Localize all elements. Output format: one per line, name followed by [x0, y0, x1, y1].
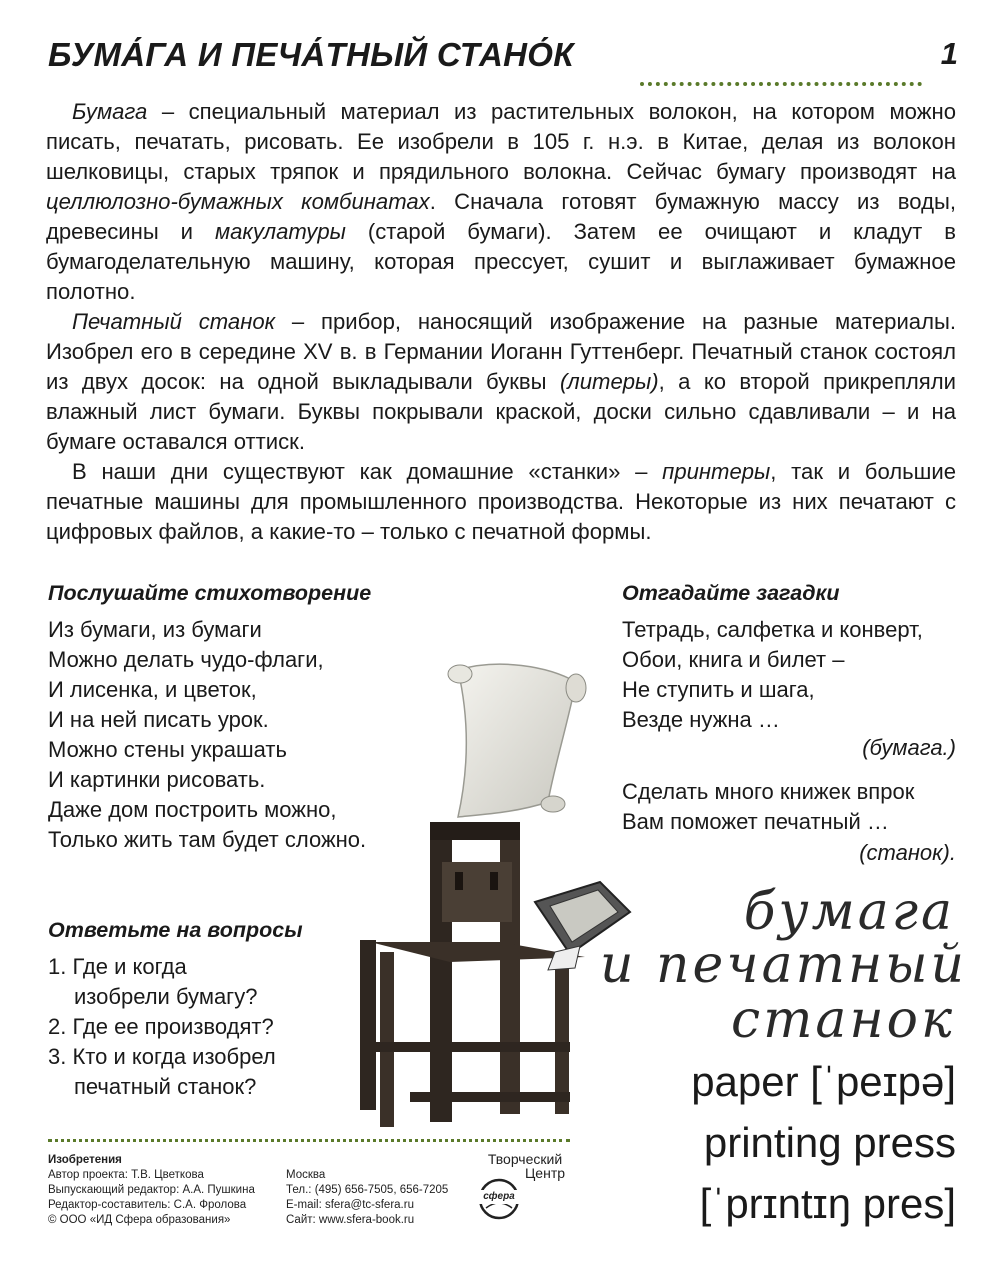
poem-line: Даже дом построить можно,	[48, 797, 337, 822]
printing-press-illustration	[350, 822, 640, 1140]
question-line: 1. Где и когда	[48, 954, 187, 979]
vocab-cursive-press: станок	[730, 990, 955, 1050]
riddle-line: Обои, книга и билет –	[622, 647, 845, 672]
footer-credit: Выпускающий редактор: А.А. Пушкина	[48, 1184, 255, 1196]
riddle-answer-two: (станок).	[859, 840, 956, 865]
footer-dot-leader	[48, 1139, 570, 1142]
poem-lines	[48, 615, 366, 855]
paragraph-modern: В наши дни существуют как домашние «станки» – принтеры, так и большие печатные машины для промышленного производства. Некоторые из них печатают с цифровых файлов, а какие-то – только с печатной формы.	[46, 459, 957, 544]
riddle-line: Сделать много книжек впрок	[622, 779, 915, 804]
publisher-logo-name: сфера	[478, 1190, 520, 1204]
riddle-line: Не ступить и шага,	[622, 677, 815, 702]
paragraph-paper: Бумага – специальный материал из растительных волокон, на котором можно писать, печатать, рисовать. Ее изобрели в 105 г. н.э. в Китае, делая из волокон шелковицы, старых тряпок и прядильного волокна. Сейчас бумагу производят на целлюлозно-бумажных комбинатах. Сначала готовят бумажную массу из воды, древесины и макулатуры (старой бумаги). Затем ее очищают и кладут в бумагоделательную машину, которая прессует, сушит и выглаживает бумажное полотно.	[46, 99, 956, 304]
vocab-english-paper: paper [ˈpeɪpə]	[691, 1058, 956, 1105]
footer-contact: Тел.: (495) 656-7505, 656-7205	[286, 1184, 449, 1196]
vocab-english-transcription: [ˈprɪntɪŋ pres]	[699, 1180, 956, 1227]
page-header	[48, 30, 958, 80]
riddle-two	[622, 777, 914, 837]
footer-credits	[48, 1153, 255, 1228]
question-line: изобрели бумагу?	[74, 984, 258, 1009]
poem-line: Из бумаги, из бумаги	[48, 617, 262, 642]
question-line: 2. Где ее производят?	[48, 1014, 274, 1039]
riddle-line: Везде нужна …	[622, 707, 780, 732]
vocab-english-printing-press: printing press	[703, 1119, 956, 1166]
paper-scroll-illustration	[418, 652, 588, 824]
riddles-heading: Отгадайте загадки	[622, 581, 840, 605]
poem-line: И лисенка, и цветок,	[48, 677, 257, 702]
intro-text	[46, 97, 956, 547]
footer-contacts	[286, 1168, 448, 1228]
publisher-logo: Творческий Центр сфера	[470, 1152, 580, 1222]
paragraph-press: Печатный станок – прибор, наносящий изображение на разные материалы. Изобрел его в середине XV в. в Германии Иоганн Гуттенберг. Печатный станок состоял из двух досок: на одной выкладывали буквы (литеры), а ко второй прикрепляли влажный лист бумаги. Буквы покрывали краской, доски сильно сдавливали – и на бумаге оставался оттиск.	[46, 309, 956, 454]
riddle-line: Тетрадь, салфетка и конверт,	[622, 617, 923, 642]
title-dot-leader	[640, 82, 922, 86]
poem-line: Можно стены украшать	[48, 737, 287, 762]
footer-series: Изобретения	[48, 1154, 122, 1166]
poem-line: Только жить там будет сложно.	[48, 827, 367, 852]
questions-heading: Ответьте на вопросы	[48, 918, 303, 942]
poem-line: Можно делать чудо-флаги,	[48, 647, 324, 672]
question-line: 3. Кто и когда изобрел	[48, 1044, 276, 1069]
vocab-cursive-and-printing: и печатный	[600, 935, 968, 995]
poem-line: И на ней писать урок.	[48, 707, 269, 732]
poem-line: И картинки рисовать.	[48, 767, 266, 792]
footer-credit: Автор проекта: Т.В. Цветкова	[48, 1169, 204, 1181]
footer-contact: E-mail: sfera@tc-sfera.ru	[286, 1199, 414, 1211]
vocab-cursive-paper: бумага	[743, 882, 955, 942]
footer-contact: Сайт: www.sfera-book.ru	[286, 1214, 415, 1226]
question-line: печатный станок?	[74, 1074, 257, 1099]
riddle-line: Вам поможет печатный …	[622, 809, 889, 834]
page-title: БУМА́ГА И ПЕЧА́ТНЫЙ СТАНО́К	[48, 36, 574, 73]
footer-credit: © ООО «ИД Сфера образования»	[48, 1214, 231, 1226]
footer-credit: Редактор-составитель: С.А. Фролова	[48, 1199, 247, 1211]
poem-heading: Послушайте стихотворение	[48, 581, 372, 605]
riddle-one	[622, 615, 923, 735]
page-number: 1	[940, 36, 958, 71]
questions-list	[48, 952, 276, 1102]
footer-contact: Москва	[286, 1169, 326, 1181]
riddle-answer-one: (бумага.)	[862, 735, 956, 760]
